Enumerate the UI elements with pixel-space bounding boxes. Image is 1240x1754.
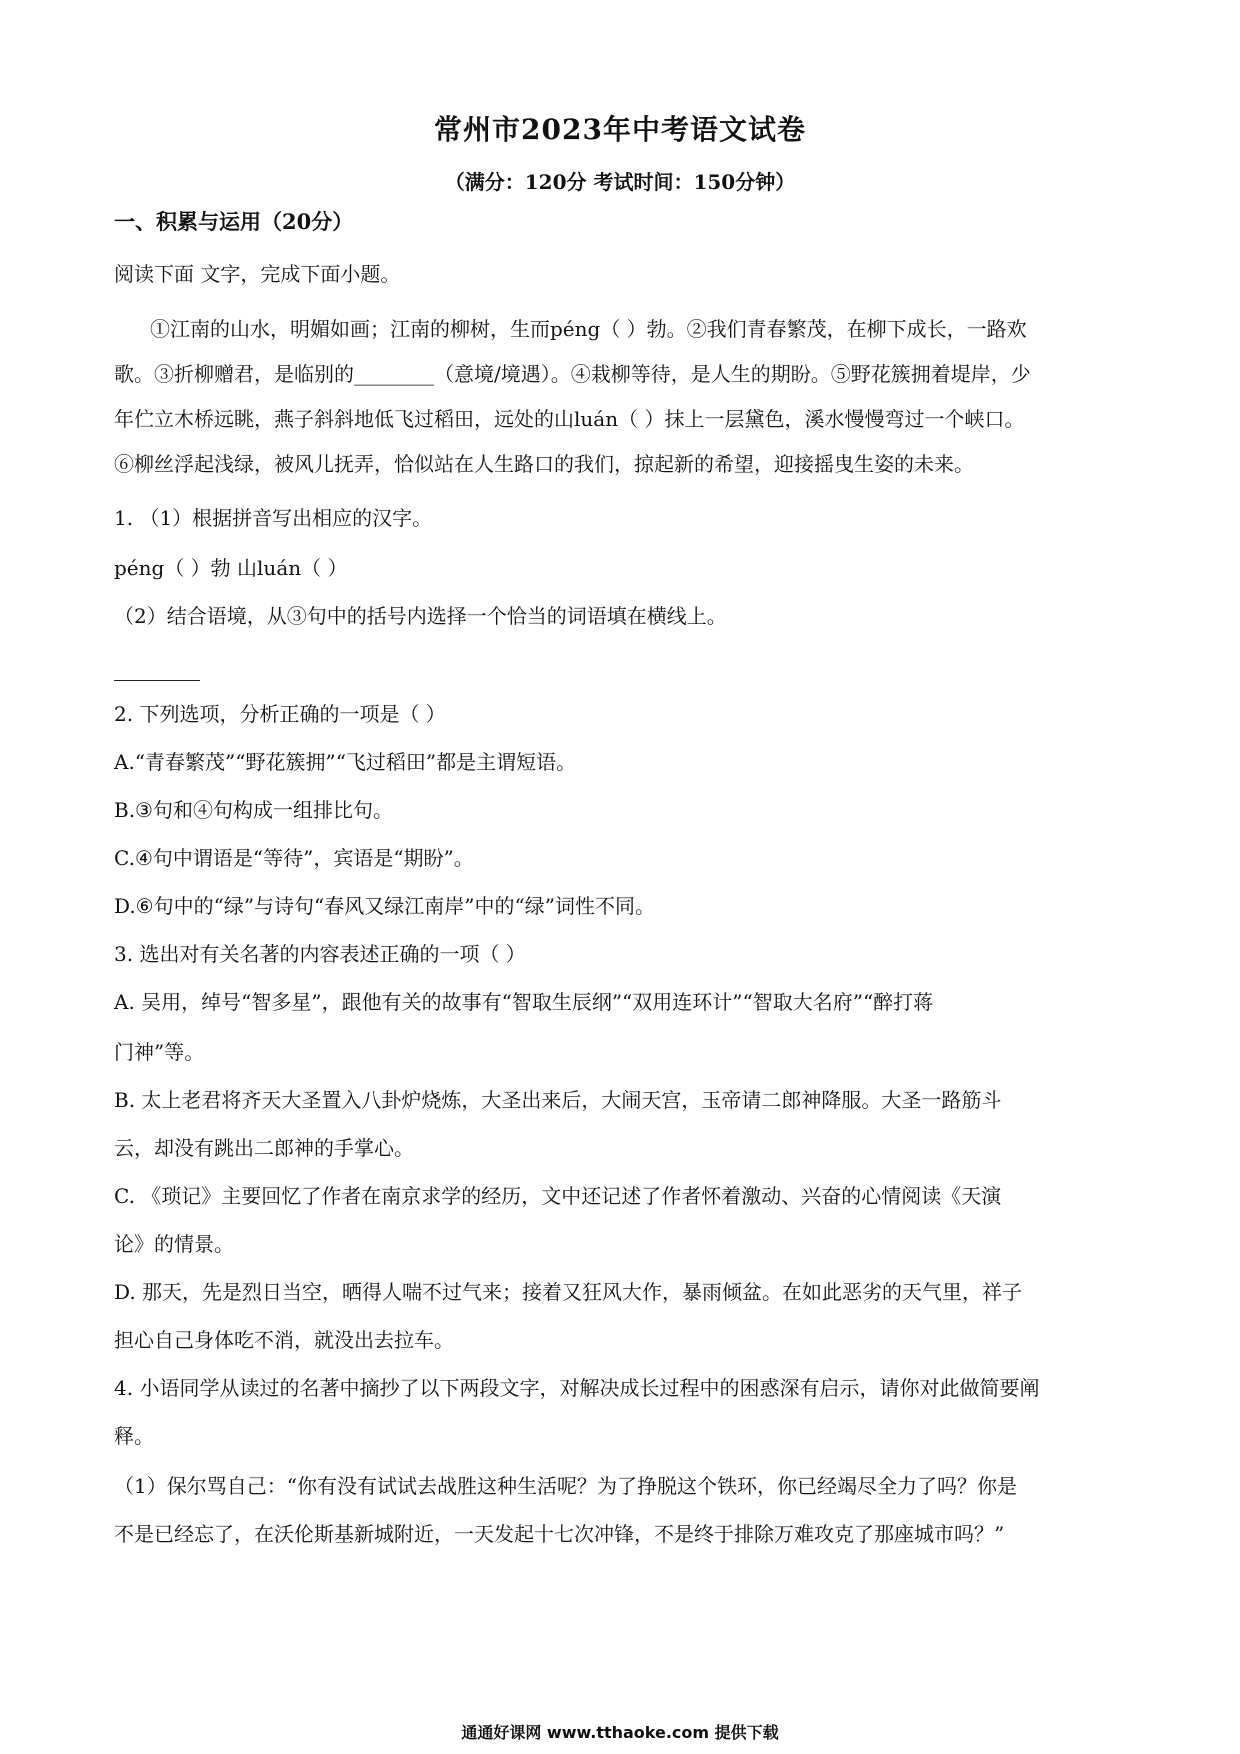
question-4-cont: 释。 [114, 1424, 154, 1448]
question-2-option-c: C.④句中谓语是“等待”，宾语是“期盼”。 [114, 846, 474, 870]
page-title: 常州市2023年中考语文试卷 [434, 113, 806, 146]
passage-line: ⑥柳丝浮起浅绿，被风儿抚弄，恰似站在人生路口的我们，掠起新的希望，迎接摇曳生姿的未来。 [114, 452, 974, 476]
question-3-option-a: A. 吴用，绰号“智多星”，跟他有关的故事有“智取生辰纲”“双用连环计”“智取大名府”“醉打蒋 [114, 990, 934, 1014]
question-2-option-a: A.“青春繁茂”“野花簇拥”“飞过稻田”都是主谓短语。 [114, 750, 577, 774]
question-3-option-b-cont: 云，却没有跳出二郎神的手掌心。 [114, 1136, 414, 1160]
question-4-excerpt-1-cont: 不是已经忘了，在沃伦斯基新城附近，一天发起十七次冲锋，不是终于排除万难攻克了那座城市吗？” [114, 1522, 1005, 1546]
passage-line: 歌。③折柳赠君，是临别的________（意境/境遇）。④栽柳等待，是人生的期盼。⑤野花簇拥着堤岸，少 [114, 362, 1031, 386]
question-3-option-b: B. 太上老君将齐天大圣置入八卦炉烧炼，大圣出来后，大闹天宫，玉帝请二郎神降服。大圣一路筋斗 [114, 1088, 1002, 1112]
footer-watermark: 通通好课网 www.tthaoke.com 提供下载 [461, 1723, 779, 1742]
exam-info: （满分：120分 考试时间：150分钟） [444, 170, 796, 194]
passage-line: ①江南的山水，明媚如画；江南的柳树，生而péng（ ）勃。②我们青春繁茂，在柳下成长，一路欢 [150, 317, 1027, 341]
question-1-part-2: （2）结合语境，从③句中的括号内选择一个恰当的词语填在横线上。 [114, 604, 727, 628]
question-3-option-c: C. 《琐记》主要回忆了作者在南京求学的经历，文中还记述了作者怀着激动、兴奋的心情阅读《天演 [114, 1184, 1002, 1208]
question-1-pinyin: péng（ ）勃 山luán（ ） [114, 556, 348, 580]
question-2: 2. 下列选项，分析正确的一项是（ ） [114, 702, 446, 726]
reading-instruction: 阅读下面 文字，完成下面小题。 [114, 262, 401, 286]
question-1-part-1: 1. （1）根据拼音写出相应的汉字。 [114, 506, 433, 530]
passage-line: 年伫立木桥远眺，燕子斜斜地低飞过稻田，远处的山luán（ ）抹上一层黛色，溪水慢慢弯过一个峡口。 [114, 407, 1025, 431]
question-3: 3. 选出对有关名著的内容表述正确的一项（ ） [114, 942, 526, 966]
question-3-option-d: D. 那天，先是烈日当空，晒得人喘不过气来；接着又狂风大作，暴雨倾盆。在如此恶劣的天气里，祥子 [114, 1280, 1023, 1304]
question-2-option-b: B.③句和④句构成一组排比句。 [114, 798, 393, 822]
answer-blank [114, 680, 200, 681]
question-2-option-d: D.⑥句中的“绿”与诗句“春风又绿江南岸”中的“绿”词性不同。 [114, 894, 655, 918]
question-4-excerpt-1: （1）保尔骂自己：“你有没有试试去战胜这种生活呢？为了挣脱这个铁环，你已经竭尽全力了吗？你是 [114, 1474, 1017, 1498]
question-3-option-c-cont: 论》的情景。 [114, 1232, 234, 1256]
question-3-option-a-cont: 门神”等。 [114, 1040, 205, 1064]
section-heading: 一、积累与运用（20分） [114, 209, 354, 234]
question-3-option-d-cont: 担心自己身体吃不消，就没出去拉车。 [114, 1328, 454, 1352]
question-4: 4. 小语同学从读过的名著中摘抄了以下两段文字，对解决成长过程中的困惑深有启示，请你对此做简要阐 [114, 1376, 1040, 1400]
